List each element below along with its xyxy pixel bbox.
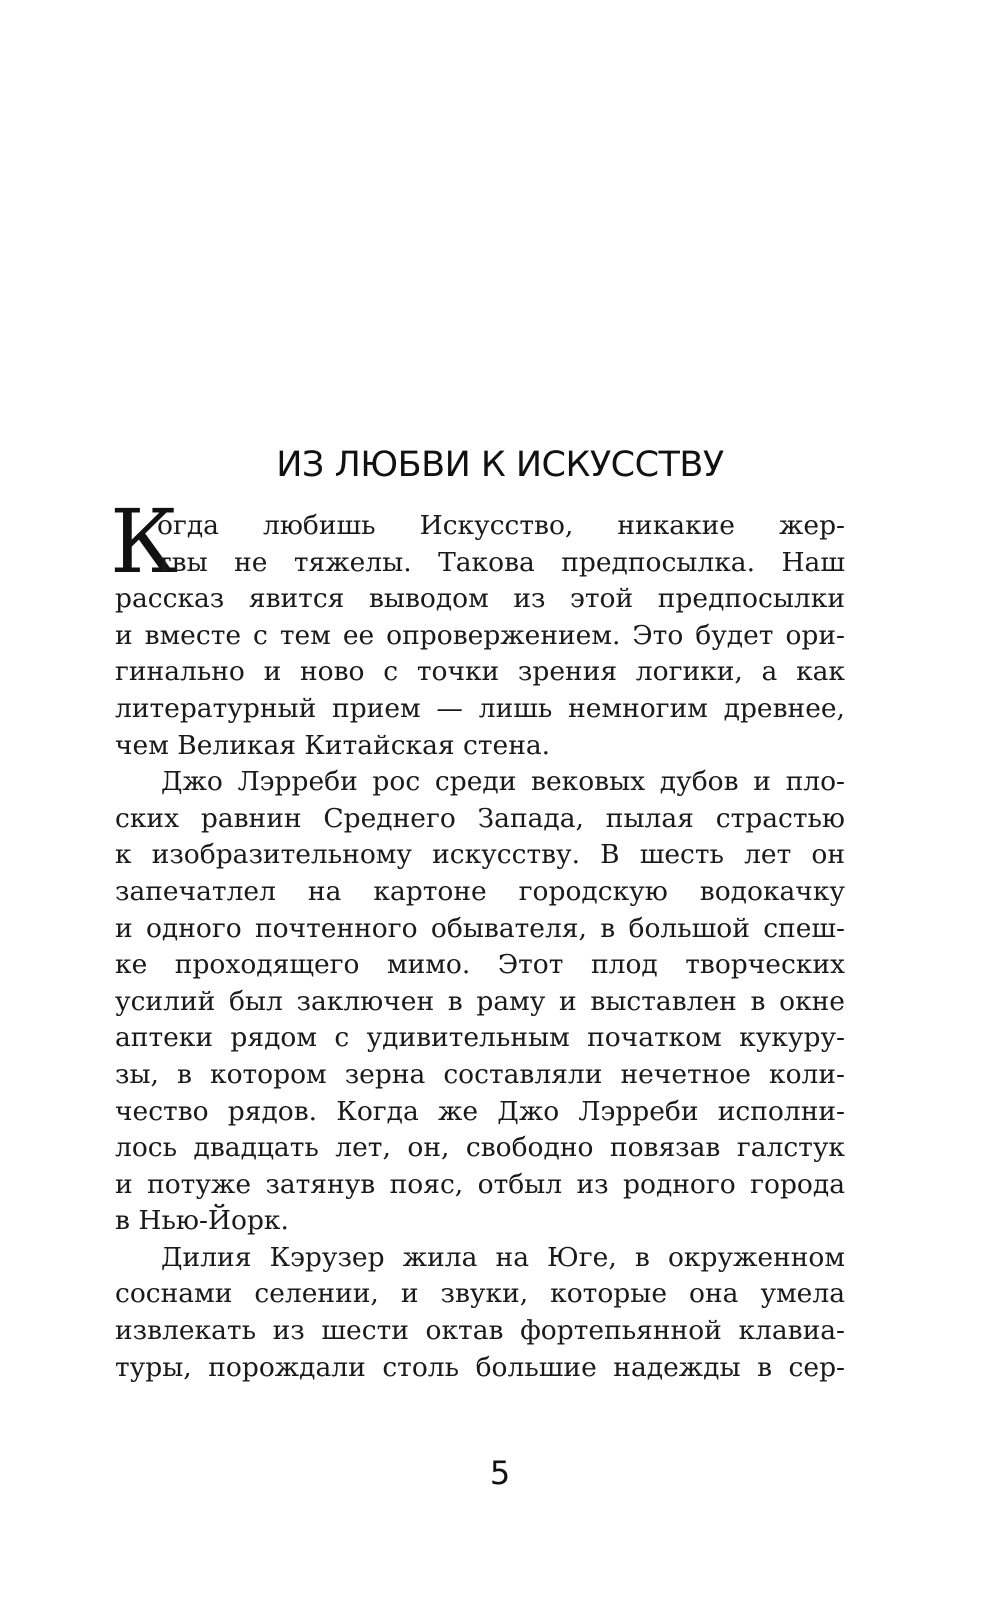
- page-number: 5: [489, 1454, 511, 1492]
- text-line: аптеки рядом с удивительным початком кукуру-: [115, 1022, 845, 1054]
- text-line: и потуже затянув пояс, отбыл из родного города: [115, 1168, 845, 1200]
- text-line: Дилия Кэрузер жила на Юге, в окруженном: [161, 1241, 845, 1273]
- text-line: и одного почтенного обывателя, в большой спеш-: [115, 912, 845, 944]
- text-line: чество рядов. Когда же Джо Лэрреби исполни-: [115, 1095, 845, 1127]
- text-line: ских равнин Среднего Запада, пылая страстью: [115, 802, 845, 834]
- text-line: зы, в котором зерна составляли нечетное коли-: [115, 1058, 845, 1090]
- text-line: и вместе с тем ее опровержением. Это будет ори-: [115, 619, 845, 651]
- text-line: Джо Лэрреби рос среди вековых дубов и пло-: [161, 766, 845, 798]
- text-line: запечатлел на картоне городскую водокачку: [115, 875, 845, 907]
- text-line: чем Великая Китайская стена.: [115, 729, 551, 761]
- body-text: [115, 508, 845, 1386]
- text-line: извлекать из шести октав фортепьянной клавиа-: [115, 1315, 845, 1347]
- text-line: огда любишь Искусство, никакие жер-: [157, 510, 845, 541]
- text-line: лось двадцать лет, он, свободно повязав галстук: [115, 1132, 845, 1164]
- text-line: литературный прием — лишь немногим древнее,: [115, 692, 845, 724]
- text-line: ке проходящего мимо. Этот плод творческих: [115, 949, 845, 981]
- text-line: твы не тяжелы. Такова предпосылка. Наш: [157, 546, 845, 578]
- text-line: усилий был заключен в раму и выставлен в окне: [115, 985, 845, 1017]
- drop-cap-letter: К: [110, 490, 179, 593]
- text-line: туры, порождали столь большие надежды в сер-: [115, 1351, 845, 1383]
- text-line: рассказ явится выводом из этой предпосылки: [115, 583, 845, 615]
- text-line: соснами селении, и звуки, которые она умела: [115, 1278, 845, 1310]
- text-line: гинально и ново с точки зрения логики, а как: [115, 656, 845, 688]
- text-line: к изобразительному искусству. В шесть лет он: [115, 839, 845, 871]
- text-line: в Нью-Йорк.: [115, 1205, 289, 1237]
- chapter-title: ИЗ ЛЮБВИ К ИСКУССТВУ: [276, 445, 724, 485]
